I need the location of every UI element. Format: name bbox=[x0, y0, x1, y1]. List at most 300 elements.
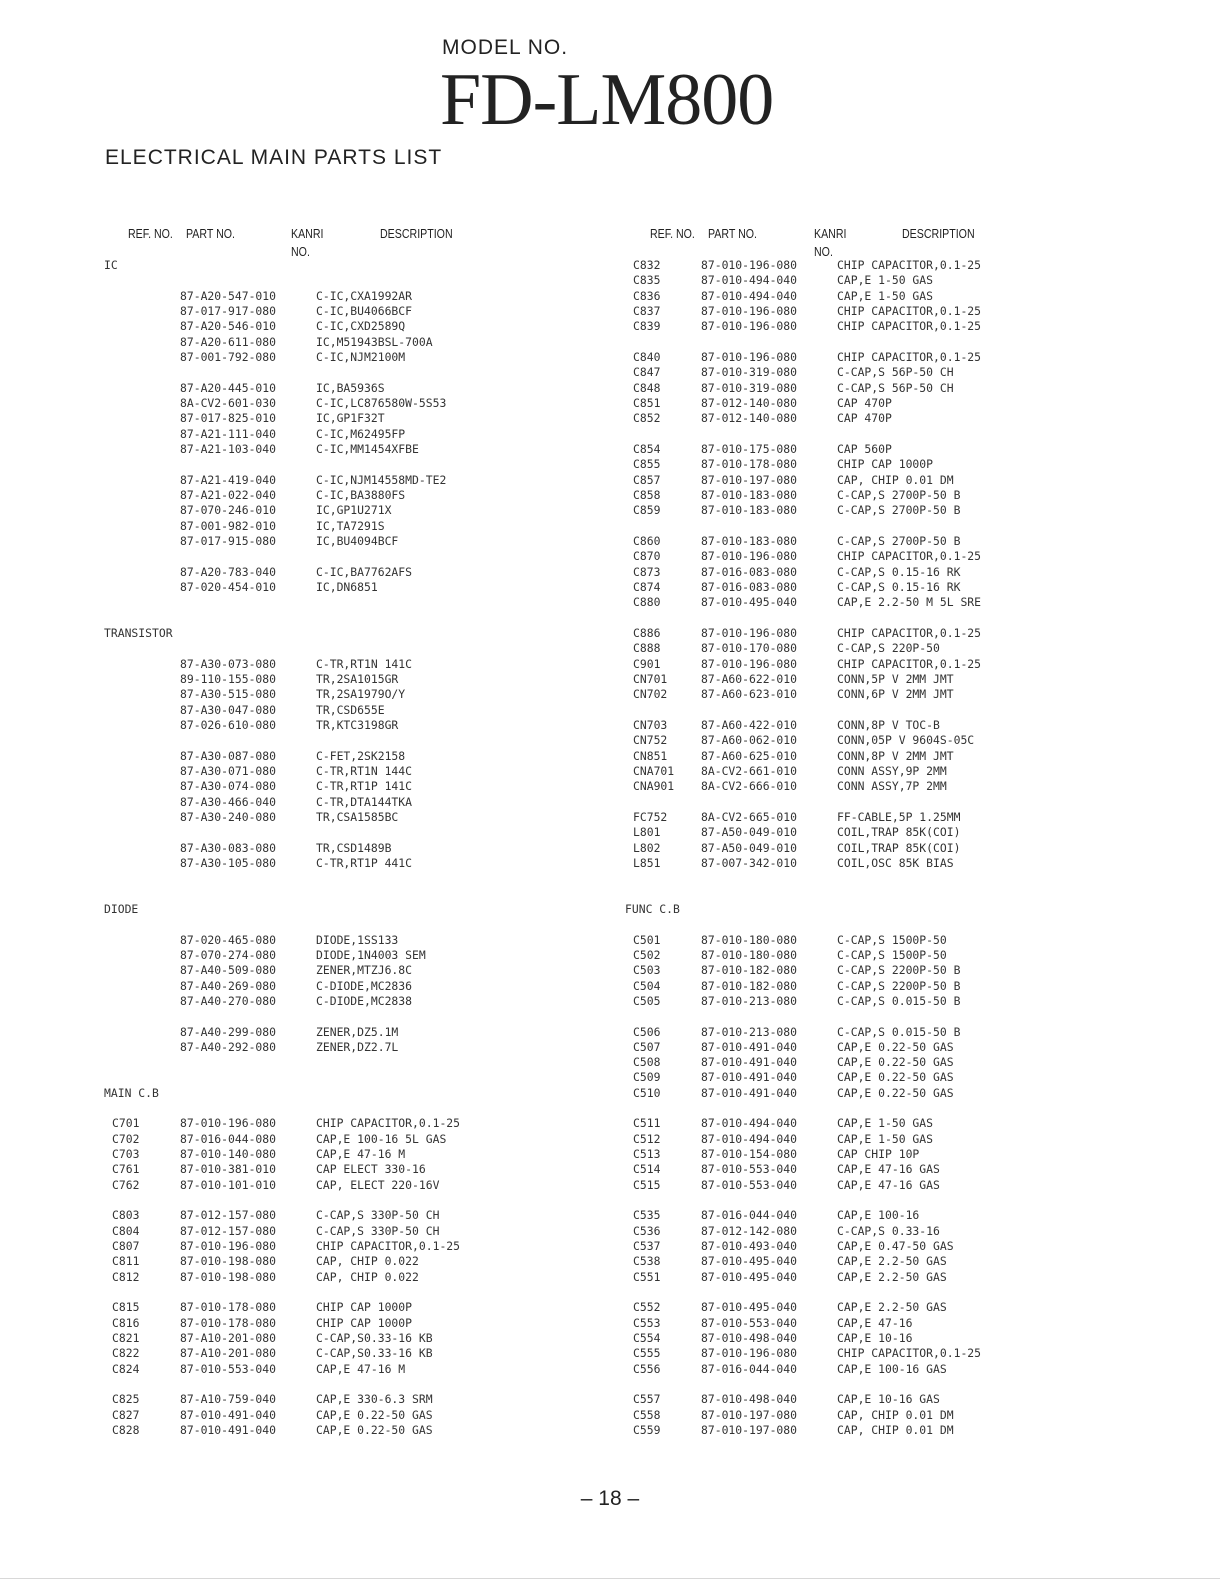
description-cell: C-IC,MM1454XFBE bbox=[316, 442, 419, 456]
description-cell: CAP,E 47-16 M bbox=[316, 1147, 406, 1161]
ref-no-cell: FC752 bbox=[633, 810, 668, 824]
description-cell: CAP,E 2.2-50 M 5L SRE bbox=[837, 595, 982, 609]
ref-no-cell: C851 bbox=[633, 396, 661, 410]
part-no-cell: 87-010-494-040 bbox=[701, 289, 798, 303]
part-no-cell: 87-070-246-010 bbox=[180, 503, 277, 517]
part-no-cell: 87-010-553-040 bbox=[180, 1362, 277, 1376]
description-cell: CAP,E 1-50 GAS bbox=[837, 273, 934, 287]
description-cell: C-CAP,S0.33-16 KB bbox=[316, 1346, 433, 1360]
part-no-cell: 87-010-182-080 bbox=[701, 979, 798, 993]
ref-no-cell: C703 bbox=[112, 1147, 140, 1161]
description-cell: CHIP CAPACITOR,0.1-25 bbox=[837, 626, 982, 640]
description-cell: CHIP CAP 1000P bbox=[837, 457, 934, 471]
ref-no-cell: C558 bbox=[633, 1408, 661, 1422]
ref-no-cell: C839 bbox=[633, 319, 661, 333]
bottom-rule bbox=[0, 1578, 1220, 1579]
part-no-cell: 87-A40-299-080 bbox=[180, 1025, 277, 1039]
description-cell: CAP, CHIP 0.022 bbox=[316, 1254, 419, 1268]
description-cell: CAP,E 1-50 GAS bbox=[837, 1116, 934, 1130]
part-no-cell: 87-A30-047-080 bbox=[180, 703, 277, 717]
ref-no-cell: C502 bbox=[633, 948, 661, 962]
part-no-cell: 87-A20-783-040 bbox=[180, 565, 277, 579]
description-cell: CAP,E 0.47-50 GAS bbox=[837, 1239, 954, 1253]
header-ref-no: REF. NO. bbox=[128, 227, 173, 241]
ref-no-cell: C555 bbox=[633, 1346, 661, 1360]
ref-no-cell: C508 bbox=[633, 1055, 661, 1069]
header-part-no: PART NO. bbox=[708, 227, 758, 241]
section-heading: TRANSISTOR bbox=[104, 626, 173, 640]
description-cell: CAP, CHIP 0.01 DM bbox=[837, 1408, 954, 1422]
description-cell: CONN,6P V 2MM JMT bbox=[837, 687, 954, 701]
part-no-cell: 87-A30-074-080 bbox=[180, 779, 277, 793]
description-cell: CAP,E 1-50 GAS bbox=[837, 289, 934, 303]
ref-no-cell: C827 bbox=[112, 1408, 140, 1422]
parts-row bbox=[0, 595, 982, 610]
part-no-cell: 87-010-183-080 bbox=[701, 534, 798, 548]
description-cell: CHIP CAPACITOR,0.1-25 bbox=[316, 1116, 461, 1130]
part-no-cell: 87-010-196-080 bbox=[701, 258, 798, 272]
part-no-cell: 87-A30-083-080 bbox=[180, 841, 277, 855]
part-no-cell: 87-020-465-080 bbox=[180, 933, 277, 947]
part-no-cell: 87-007-342-010 bbox=[701, 856, 798, 870]
parts-row bbox=[0, 1070, 954, 1085]
description-cell: IC,M51943BSL-700A bbox=[316, 335, 433, 349]
ref-no-cell: C512 bbox=[633, 1132, 661, 1146]
part-no-cell: 87-010-494-040 bbox=[701, 1116, 798, 1130]
description-cell: TR,KTC3198GR bbox=[316, 718, 399, 732]
part-no-cell: 87-010-197-080 bbox=[701, 473, 798, 487]
ref-no-cell: L801 bbox=[633, 825, 661, 839]
part-no-cell: 87-016-044-040 bbox=[701, 1208, 798, 1222]
ref-no-cell: C804 bbox=[112, 1224, 140, 1238]
parts-row bbox=[0, 427, 406, 442]
description-cell: CAP 560P bbox=[837, 442, 892, 456]
description-cell: COIL,OSC 85K BIAS bbox=[837, 856, 954, 870]
ref-no-cell: L851 bbox=[633, 856, 661, 870]
description-cell: CAP ELECT 330-16 bbox=[316, 1162, 426, 1176]
ref-no-cell: C507 bbox=[633, 1040, 661, 1054]
parts-row bbox=[0, 549, 982, 564]
header-description: DESCRIPTION bbox=[902, 227, 975, 241]
ref-no-cell: CN752 bbox=[633, 733, 668, 747]
description-cell: C-TR,RT1P 141C bbox=[316, 779, 413, 793]
parts-row bbox=[0, 273, 934, 288]
ref-no-cell: C807 bbox=[112, 1239, 140, 1253]
description-cell: CAP,E 1-50 GAS bbox=[837, 1132, 934, 1146]
description-cell: CAP,E 100-16 GAS bbox=[837, 1362, 947, 1376]
ref-no-cell: C870 bbox=[633, 549, 661, 563]
part-no-cell: 87-012-157-080 bbox=[180, 1208, 277, 1222]
part-no-cell: 87-010-198-080 bbox=[180, 1270, 277, 1284]
parts-row bbox=[0, 703, 385, 718]
part-no-cell: 87-010-491-040 bbox=[701, 1040, 798, 1054]
part-no-cell: 8A-CV2-601-030 bbox=[180, 396, 277, 410]
description-cell: CAP 470P bbox=[837, 411, 892, 425]
ref-no-cell: C873 bbox=[633, 565, 661, 579]
description-cell: C-CAP,S 0.015-50 B bbox=[837, 1025, 961, 1039]
section-heading: DIODE bbox=[104, 902, 139, 916]
description-cell: FF-CABLE,5P 1.25MM bbox=[837, 810, 961, 824]
description-cell: CONN,5P V 2MM JMT bbox=[837, 672, 954, 686]
part-no-cell: 87-A21-103-040 bbox=[180, 442, 277, 456]
part-no-cell: 87-A60-623-010 bbox=[701, 687, 798, 701]
description-cell: C-CAP,S 2700P-50 B bbox=[837, 488, 961, 502]
part-no-cell: 87-010-491-040 bbox=[180, 1423, 277, 1437]
part-no-cell: 87-010-196-080 bbox=[701, 626, 798, 640]
description-cell: C-IC,CXD2589Q bbox=[316, 319, 406, 333]
description-cell: CAP,E 100-16 5L GAS bbox=[316, 1132, 447, 1146]
part-no-cell: 87-016-083-080 bbox=[701, 580, 798, 594]
part-no-cell: 87-001-982-010 bbox=[180, 519, 277, 533]
header-kanri: KANRI bbox=[291, 227, 324, 241]
ref-no-cell: C828 bbox=[112, 1423, 140, 1437]
part-no-cell: 87-010-381-010 bbox=[180, 1162, 277, 1176]
part-no-cell: 87-010-196-080 bbox=[701, 304, 798, 318]
part-no-cell: 87-A50-049-010 bbox=[701, 841, 798, 855]
description-cell: IC,BA5936S bbox=[316, 381, 385, 395]
part-no-cell: 87-A20-546-010 bbox=[180, 319, 277, 333]
part-no-cell: 87-010-175-080 bbox=[701, 442, 798, 456]
part-no-cell: 87-001-792-080 bbox=[180, 350, 277, 364]
description-cell: CAP,E 10-16 bbox=[837, 1331, 913, 1345]
description-cell: C-DIODE,MC2838 bbox=[316, 994, 413, 1008]
ref-no-cell: C559 bbox=[633, 1423, 661, 1437]
description-cell: CAP,E 0.22-50 GAS bbox=[316, 1423, 433, 1437]
part-no-cell: 87-A40-509-080 bbox=[180, 963, 277, 977]
part-no-cell: 87-010-183-080 bbox=[701, 488, 798, 502]
description-cell: CAP,E 10-16 GAS bbox=[837, 1392, 940, 1406]
description-cell: CAP,E 47-16 M bbox=[316, 1362, 406, 1376]
description-cell: CAP,E 2.2-50 GAS bbox=[837, 1300, 947, 1314]
description-cell: DIODE,1N4003 SEM bbox=[316, 948, 426, 962]
description-cell: C-CAP,S 2200P-50 B bbox=[837, 963, 961, 977]
description-cell: C-CAP,S 0.33-16 bbox=[837, 1224, 940, 1238]
ref-no-cell: C762 bbox=[112, 1178, 140, 1192]
description-cell: CHIP CAPACITOR,0.1-25 bbox=[837, 258, 982, 272]
ref-no-cell: C855 bbox=[633, 457, 661, 471]
description-cell: CONN ASSY,9P 2MM bbox=[837, 764, 947, 778]
part-no-cell: 87-010-178-080 bbox=[180, 1300, 277, 1314]
part-no-cell: 87-010-491-040 bbox=[180, 1408, 277, 1422]
ref-no-cell: C554 bbox=[633, 1331, 661, 1345]
description-cell: CONN,05P V 9604S-05C bbox=[837, 733, 975, 747]
ref-no-cell: C701 bbox=[112, 1116, 140, 1130]
ref-no-cell: C803 bbox=[112, 1208, 140, 1222]
description-cell: C-CAP,S 0.15-16 RK bbox=[837, 565, 961, 579]
ref-no-cell: C511 bbox=[633, 1116, 661, 1130]
part-no-cell: 87-010-491-040 bbox=[701, 1086, 798, 1100]
ref-no-cell: C848 bbox=[633, 381, 661, 395]
description-cell: CAP,E 2.2-50 GAS bbox=[837, 1270, 947, 1284]
description-cell: C-CAP,S 220P-50 bbox=[837, 641, 940, 655]
header-part-no: PART NO. bbox=[186, 227, 236, 241]
ref-no-cell: C815 bbox=[112, 1300, 140, 1314]
part-no-cell: 87-A10-201-080 bbox=[180, 1346, 277, 1360]
description-cell: C-TR,RT1N 141C bbox=[316, 657, 413, 671]
parts-row bbox=[0, 457, 934, 472]
parts-row bbox=[0, 1055, 954, 1070]
section-heading: IC bbox=[104, 258, 118, 272]
part-no-cell: 87-012-140-080 bbox=[701, 396, 798, 410]
ref-no-cell: C824 bbox=[112, 1362, 140, 1376]
description-cell: ZENER,DZ5.1M bbox=[316, 1025, 399, 1039]
part-no-cell: 87-010-178-080 bbox=[701, 457, 798, 471]
ref-no-cell: C886 bbox=[633, 626, 661, 640]
part-no-cell: 87-010-178-080 bbox=[180, 1316, 277, 1330]
description-cell: C-TR,DTA144TKA bbox=[316, 795, 413, 809]
parts-row bbox=[0, 519, 385, 534]
part-no-cell: 87-010-182-080 bbox=[701, 963, 798, 977]
description-cell: C-IC,NJM14558MD-TE2 bbox=[316, 473, 447, 487]
ref-no-cell: C552 bbox=[633, 1300, 661, 1314]
part-no-cell: 87-010-213-080 bbox=[701, 994, 798, 1008]
description-cell: CAP,E 100-16 bbox=[837, 1208, 920, 1222]
description-cell: ZENER,MTZJ6.8C bbox=[316, 963, 413, 977]
part-no-cell: 87-010-197-080 bbox=[701, 1408, 798, 1422]
description-cell: C-DIODE,MC2836 bbox=[316, 979, 413, 993]
ref-no-cell: C538 bbox=[633, 1254, 661, 1268]
description-cell: C-CAP,S 1500P-50 bbox=[837, 948, 947, 962]
ref-no-cell: C506 bbox=[633, 1025, 661, 1039]
part-no-cell: 87-010-197-080 bbox=[701, 1423, 798, 1437]
description-cell: CHIP CAP 1000P bbox=[316, 1300, 413, 1314]
description-cell: C-IC,M62495FP bbox=[316, 427, 406, 441]
ref-no-cell: CN703 bbox=[633, 718, 668, 732]
ref-no-cell: C822 bbox=[112, 1346, 140, 1360]
description-cell: IC,DN6851 bbox=[316, 580, 378, 594]
part-no-cell: 87-A21-419-040 bbox=[180, 473, 277, 487]
part-no-cell: 87-010-495-040 bbox=[701, 1254, 798, 1268]
part-no-cell: 87-012-157-080 bbox=[180, 1224, 277, 1238]
parts-row bbox=[0, 733, 975, 748]
description-cell: TR,CSD655E bbox=[316, 703, 385, 717]
description-cell: C-CAP,S 56P-50 CH bbox=[837, 381, 954, 395]
page-number: – 18 – bbox=[580, 1487, 640, 1510]
description-cell: TR,CSA1585BC bbox=[316, 810, 399, 824]
model-number: FD-LM800 bbox=[440, 59, 774, 141]
ref-no-cell: C847 bbox=[633, 365, 661, 379]
ref-no-cell: C859 bbox=[633, 503, 661, 517]
description-cell: TR,CSD1489B bbox=[316, 841, 392, 855]
description-cell: C-CAP,S 0.015-50 B bbox=[837, 994, 961, 1008]
part-no-cell: 87-010-494-040 bbox=[701, 1132, 798, 1146]
description-cell: C-IC,BA7762AFS bbox=[316, 565, 413, 579]
ref-no-cell: C761 bbox=[112, 1162, 140, 1176]
description-cell: CAP,E 0.22-50 GAS bbox=[837, 1055, 954, 1069]
ref-no-cell: C835 bbox=[633, 273, 661, 287]
part-no-cell: 87-012-140-080 bbox=[701, 411, 798, 425]
ref-no-cell: C504 bbox=[633, 979, 661, 993]
description-cell: C-IC,BU4066BCF bbox=[316, 304, 413, 318]
header-kanri-no: NO. bbox=[291, 245, 310, 259]
part-no-cell: 87-016-083-080 bbox=[701, 565, 798, 579]
ref-no-cell: C553 bbox=[633, 1316, 661, 1330]
ref-no-cell: C509 bbox=[633, 1070, 661, 1084]
part-no-cell: 87-010-180-080 bbox=[701, 948, 798, 962]
document-title: ELECTRICAL MAIN PARTS LIST bbox=[105, 146, 443, 169]
part-no-cell: 87-017-917-080 bbox=[180, 304, 277, 318]
part-no-cell: 87-010-196-080 bbox=[180, 1116, 277, 1130]
header-kanri: KANRI bbox=[814, 227, 847, 241]
ref-no-cell: C860 bbox=[633, 534, 661, 548]
description-cell: CAP, CHIP 0.01 DM bbox=[837, 473, 954, 487]
ref-no-cell: C857 bbox=[633, 473, 661, 487]
description-cell: ZENER,DZ2.7L bbox=[316, 1040, 399, 1054]
ref-no-cell: CNA701 bbox=[633, 764, 675, 778]
part-no-cell: 87-010-196-080 bbox=[701, 319, 798, 333]
part-no-cell: 87-010-319-080 bbox=[701, 365, 798, 379]
description-cell: C-IC,LC876580W-5S53 bbox=[316, 396, 447, 410]
description-cell: CONN,8P V 2MM JMT bbox=[837, 749, 954, 763]
ref-no-cell: C505 bbox=[633, 994, 661, 1008]
description-cell: COIL,TRAP 85K(COI) bbox=[837, 825, 961, 839]
part-no-cell: 87-A30-073-080 bbox=[180, 657, 277, 671]
part-no-cell: 87-010-495-040 bbox=[701, 1300, 798, 1314]
description-cell: C-TR,RT1N 144C bbox=[316, 764, 413, 778]
part-no-cell: 87-016-044-080 bbox=[180, 1132, 277, 1146]
description-cell: C-IC,BA3880FS bbox=[316, 488, 406, 502]
ref-no-cell: C510 bbox=[633, 1086, 661, 1100]
ref-no-cell: C503 bbox=[633, 963, 661, 977]
ref-no-cell: L802 bbox=[633, 841, 661, 855]
part-no-cell: 87-010-498-040 bbox=[701, 1392, 798, 1406]
ref-no-cell: C514 bbox=[633, 1162, 661, 1176]
description-cell: CAP,E 47-16 GAS bbox=[837, 1178, 940, 1192]
ref-no-cell: C816 bbox=[112, 1316, 140, 1330]
description-cell: C-CAP,S 56P-50 CH bbox=[837, 365, 954, 379]
description-cell: CAP,E 0.22-50 GAS bbox=[837, 1040, 954, 1054]
part-no-cell: 87-012-142-080 bbox=[701, 1224, 798, 1238]
description-cell: TR,2SA1979O/Y bbox=[316, 687, 406, 701]
ref-no-cell: CNA901 bbox=[633, 779, 675, 793]
description-cell: COIL,TRAP 85K(COI) bbox=[837, 841, 961, 855]
description-cell: C-CAP,S 330P-50 CH bbox=[316, 1224, 440, 1238]
part-no-cell: 87-A30-071-080 bbox=[180, 764, 277, 778]
ref-no-cell: C557 bbox=[633, 1392, 661, 1406]
description-cell: C-TR,RT1P 441C bbox=[316, 856, 413, 870]
part-no-cell: 87-A21-022-040 bbox=[180, 488, 277, 502]
ref-no-cell: CN702 bbox=[633, 687, 668, 701]
part-no-cell: 87-010-170-080 bbox=[701, 641, 798, 655]
part-no-cell: 87-010-494-040 bbox=[701, 273, 798, 287]
part-no-cell: 87-010-495-040 bbox=[701, 1270, 798, 1284]
parts-row bbox=[0, 795, 413, 810]
description-cell: CONN,8P V TOC-B bbox=[837, 718, 940, 732]
ref-no-cell: C901 bbox=[633, 657, 661, 671]
parts-row bbox=[0, 335, 433, 350]
ref-no-cell: C888 bbox=[633, 641, 661, 655]
description-cell: CHIP CAPACITOR,0.1-25 bbox=[837, 657, 982, 671]
part-no-cell: 87-A30-105-080 bbox=[180, 856, 277, 870]
part-no-cell: 87-010-196-080 bbox=[180, 1239, 277, 1253]
ref-no-cell: C832 bbox=[633, 258, 661, 272]
description-cell: C-CAP,S 2700P-50 B bbox=[837, 534, 961, 548]
description-cell: C-CAP,S 1500P-50 bbox=[837, 933, 947, 947]
description-cell: C-IC,NJM2100M bbox=[316, 350, 406, 364]
part-no-cell: 87-A60-622-010 bbox=[701, 672, 798, 686]
part-no-cell: 87-010-196-080 bbox=[701, 350, 798, 364]
ref-no-cell: C536 bbox=[633, 1224, 661, 1238]
description-cell: CHIP CAPACITOR,0.1-25 bbox=[837, 319, 982, 333]
part-no-cell: 87-A20-547-010 bbox=[180, 289, 277, 303]
part-no-cell: 87-010-180-080 bbox=[701, 933, 798, 947]
ref-no-cell: C858 bbox=[633, 488, 661, 502]
ref-no-cell: CN851 bbox=[633, 749, 668, 763]
part-no-cell: 87-010-553-040 bbox=[701, 1178, 798, 1192]
part-no-cell: 87-A10-201-080 bbox=[180, 1331, 277, 1345]
description-cell: C-FET,2SK2158 bbox=[316, 749, 406, 763]
ref-no-cell: C821 bbox=[112, 1331, 140, 1345]
part-no-cell: 87-010-140-080 bbox=[180, 1147, 277, 1161]
description-cell: CAP,E 2.2-50 GAS bbox=[837, 1254, 947, 1268]
part-no-cell: 87-A10-759-040 bbox=[180, 1392, 277, 1406]
part-no-cell: 87-017-915-080 bbox=[180, 534, 277, 548]
part-no-cell: 87-A30-240-080 bbox=[180, 810, 277, 824]
description-cell: CHIP CAPACITOR,0.1-25 bbox=[837, 304, 982, 318]
description-cell: CAP 470P bbox=[837, 396, 892, 410]
description-cell: CHIP CAPACITOR,0.1-25 bbox=[837, 1346, 982, 1360]
description-cell: IC,BU4094BCF bbox=[316, 534, 399, 548]
description-cell: CAP,E 330-6.3 SRM bbox=[316, 1392, 433, 1406]
part-no-cell: 87-010-196-080 bbox=[701, 657, 798, 671]
part-no-cell: 87-016-044-040 bbox=[701, 1362, 798, 1376]
part-no-cell: 87-010-183-080 bbox=[701, 503, 798, 517]
ref-no-cell: C837 bbox=[633, 304, 661, 318]
ref-no-cell: C537 bbox=[633, 1239, 661, 1253]
part-no-cell: 87-026-610-080 bbox=[180, 718, 277, 732]
ref-no-cell: C535 bbox=[633, 1208, 661, 1222]
ref-no-cell: C836 bbox=[633, 289, 661, 303]
part-no-cell: 87-010-213-080 bbox=[701, 1025, 798, 1039]
part-no-cell: 87-010-198-080 bbox=[180, 1254, 277, 1268]
description-cell: CAP,E 47-16 bbox=[837, 1316, 913, 1330]
ref-no-cell: C854 bbox=[633, 442, 661, 456]
section-heading: MAIN C.B bbox=[104, 1086, 159, 1100]
header-kanri-no: NO. bbox=[814, 245, 833, 259]
ref-no-cell: C880 bbox=[633, 595, 661, 609]
part-no-cell: 87-010-319-080 bbox=[701, 381, 798, 395]
description-cell: CAP CHIP 10P bbox=[837, 1147, 920, 1161]
description-cell: C-CAP,S 330P-50 CH bbox=[316, 1208, 440, 1222]
description-cell: C-CAP,S 2700P-50 B bbox=[837, 503, 961, 517]
description-cell: CAP,E 0.22-50 GAS bbox=[837, 1070, 954, 1084]
part-no-cell: 87-A21-111-040 bbox=[180, 427, 277, 441]
parts-row bbox=[0, 365, 954, 380]
part-no-cell: 87-A60-062-010 bbox=[701, 733, 798, 747]
description-cell: CHIP CAPACITOR,0.1-25 bbox=[837, 350, 982, 364]
ref-no-cell: C874 bbox=[633, 580, 661, 594]
description-cell: CAP,E 47-16 GAS bbox=[837, 1162, 940, 1176]
ref-no-cell: C501 bbox=[633, 933, 661, 947]
part-no-cell: 87-010-491-040 bbox=[701, 1070, 798, 1084]
ref-no-cell: C825 bbox=[112, 1392, 140, 1406]
part-no-cell: 87-A60-422-010 bbox=[701, 718, 798, 732]
part-no-cell: 8A-CV2-665-010 bbox=[701, 810, 798, 824]
parts-row bbox=[0, 825, 961, 840]
ref-no-cell: C551 bbox=[633, 1270, 661, 1284]
ref-no-cell: C812 bbox=[112, 1270, 140, 1284]
part-no-cell: 87-010-493-040 bbox=[701, 1239, 798, 1253]
description-cell: C-CAP,S 0.15-16 RK bbox=[837, 580, 961, 594]
ref-no-cell: C513 bbox=[633, 1147, 661, 1161]
header-ref-no: REF. NO. bbox=[650, 227, 695, 241]
part-no-cell: 87-A30-466-040 bbox=[180, 795, 277, 809]
part-no-cell: 87-010-553-040 bbox=[701, 1162, 798, 1176]
ref-no-cell: C556 bbox=[633, 1362, 661, 1376]
description-cell: CAP, CHIP 0.01 DM bbox=[837, 1423, 954, 1437]
description-cell: C-CAP,S0.33-16 KB bbox=[316, 1331, 433, 1345]
part-no-cell: 87-010-196-080 bbox=[701, 549, 798, 563]
